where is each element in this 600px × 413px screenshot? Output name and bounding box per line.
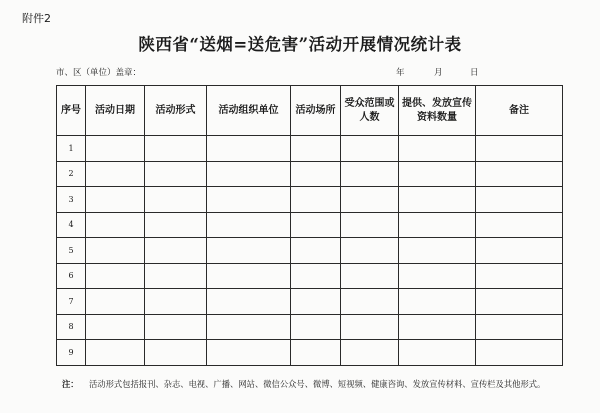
cell[interactable] [341,238,399,264]
cell[interactable] [291,238,341,264]
cell[interactable] [86,289,145,315]
footnote-text: 活动形式包括报刊、杂志、电视、广播、网站、微信公众号、微博、短视频、健康咨询、发放宣传材料、宣传栏及其他形式。 [89,379,546,389]
row-number: 1 [57,136,86,162]
page-title: 陕西省“送烟=送危害”活动开展情况统计表 [138,35,462,54]
cell[interactable] [341,136,399,162]
cell[interactable] [291,161,341,187]
cell[interactable] [291,289,341,315]
cell[interactable] [207,340,291,366]
cell[interactable] [145,187,207,213]
cell[interactable] [86,263,145,289]
cell[interactable] [399,161,476,187]
cell[interactable] [399,238,476,264]
date-year: 年 [396,68,405,78]
cell[interactable] [341,161,399,187]
cell[interactable] [341,187,399,213]
cell[interactable] [86,314,145,340]
cell[interactable] [291,136,341,162]
cell[interactable] [145,238,207,264]
cell[interactable] [207,212,291,238]
cell[interactable] [145,340,207,366]
table-row [57,212,563,238]
cell[interactable] [291,340,341,366]
table-row [57,314,563,340]
cell[interactable] [476,136,563,162]
cell[interactable] [476,314,563,340]
row-number: 5 [57,238,86,264]
cell[interactable] [291,212,341,238]
stamp-label: 市、区（单位）盖章： [56,68,142,78]
cell[interactable] [476,187,563,213]
cell[interactable] [341,314,399,340]
cell[interactable] [399,263,476,289]
stamp-line [56,66,556,78]
row-number: 6 [57,263,86,289]
cell[interactable] [86,161,145,187]
table-row [57,136,563,162]
cell[interactable] [476,340,563,366]
header-activity-date: 活动日期 [86,86,145,136]
header-venue: 活动场所 [291,86,341,136]
cell[interactable] [207,289,291,315]
cell[interactable] [207,161,291,187]
cell[interactable] [207,238,291,264]
attachment-label: 附件2 [22,12,51,25]
cell[interactable] [145,136,207,162]
table-row [57,289,563,315]
header-index: 序号 [57,86,86,136]
date-day: 日 [470,68,479,78]
row-number: 9 [57,340,86,366]
cell[interactable] [399,136,476,162]
cell[interactable] [86,136,145,162]
cell[interactable] [207,314,291,340]
cell[interactable] [476,263,563,289]
row-number: 2 [57,161,86,187]
cell[interactable] [341,340,399,366]
header-activity-form: 活动形式 [145,86,207,136]
cell[interactable] [291,187,341,213]
cell[interactable] [399,212,476,238]
row-number: 4 [57,212,86,238]
cell[interactable] [86,187,145,213]
cell[interactable] [291,314,341,340]
cell[interactable] [476,289,563,315]
table-row [57,161,563,187]
header-audience: 受众范围或人数 [341,86,399,136]
cell[interactable] [476,238,563,264]
cell[interactable] [145,161,207,187]
cell[interactable] [341,263,399,289]
table-row [57,263,563,289]
cell[interactable] [399,289,476,315]
header-materials: 提供、发放宣传资料数量 [399,86,476,136]
cell[interactable] [399,187,476,213]
header-organizer: 活动组织单位 [207,86,291,136]
cell[interactable] [291,263,341,289]
cell[interactable] [341,212,399,238]
cell[interactable] [86,340,145,366]
cell[interactable] [86,212,145,238]
cell[interactable] [476,161,563,187]
cell[interactable] [399,340,476,366]
cell[interactable] [476,212,563,238]
footnote-label: 注： [62,379,79,389]
table-row [57,238,563,264]
cell[interactable] [145,314,207,340]
date-month: 月 [434,68,443,78]
row-number: 3 [57,187,86,213]
cell[interactable] [341,289,399,315]
row-number: 7 [57,289,86,315]
cell[interactable] [145,289,207,315]
cell[interactable] [145,263,207,289]
cell[interactable] [86,238,145,264]
cell[interactable] [207,136,291,162]
statistics-table [56,85,563,366]
cell[interactable] [207,187,291,213]
table-header-row [57,86,563,136]
table-row [57,187,563,213]
row-number: 8 [57,314,86,340]
cell[interactable] [207,263,291,289]
cell[interactable] [145,212,207,238]
table-row [57,340,563,366]
cell[interactable] [399,314,476,340]
header-remarks: 备注 [476,86,563,136]
